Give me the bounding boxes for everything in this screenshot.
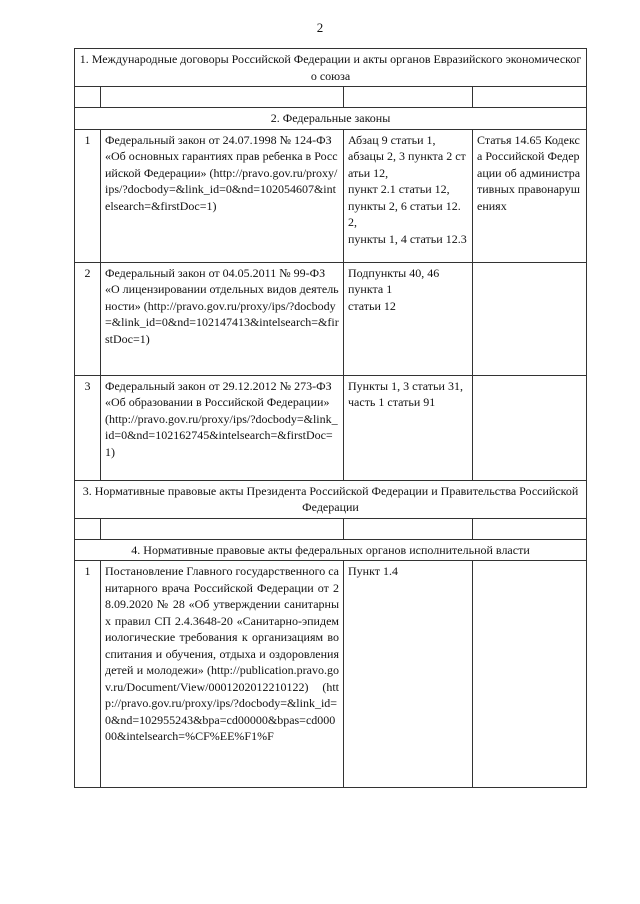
empty-cell <box>101 87 344 108</box>
empty-row <box>75 87 587 108</box>
table-row <box>75 375 587 480</box>
act-name: Федеральный закон от 04.05.2011 № 99-ФЗ «О лицензировании отдельных видов деятельности» (http://pravo.gov.ru/proxy/ips/?docbody=&link_id=0&nd=102147413&intelsearch=&firstDoc=1) <box>101 262 344 375</box>
requirements-table <box>74 48 587 788</box>
empty-cell <box>75 518 101 539</box>
provision-line: Подпункты 40, 46 <box>348 265 440 280</box>
empty-cell <box>75 87 101 108</box>
empty-cell <box>473 87 587 108</box>
row-number: 3 <box>75 375 101 480</box>
act-name-cell <box>101 561 344 788</box>
section-4-title: 4. Нормативные правовые акты федеральных органов исполнительной власти <box>75 539 587 561</box>
empty-cell <box>344 518 473 539</box>
table-row <box>75 561 587 788</box>
provisions-cell <box>344 129 473 262</box>
liability-cell <box>473 561 587 788</box>
provision-line: статьи 12 <box>348 298 396 313</box>
section-2-title: 2. Федеральные законы <box>75 108 587 130</box>
section-header-row <box>75 539 587 561</box>
provision-line: пункта 1 <box>348 282 393 296</box>
table-row <box>75 129 587 262</box>
provision-line: Абзац 9 статьи 1, <box>348 132 436 147</box>
table-row <box>75 262 587 375</box>
section-header-row <box>75 108 587 130</box>
act-name: Федеральный закон от 29.12.2012 № 273-ФЗ «Об образовании в Российской Федерации» (http://pravo.gov.ru/proxy/ips/?docbody=&link_id=0&nd=102162745&intelsearch=&firstDoc=1) <box>101 375 344 480</box>
provision-line: часть 1 статьи 91 <box>348 395 436 409</box>
section-header-row <box>75 49 587 87</box>
provision-line: Пункт 1.4 <box>348 564 399 578</box>
row-number: 1 <box>75 129 101 262</box>
section-1-title: 1. Международные договоры Российской Федерации и акты органов Евразийского экономического союза <box>75 49 587 87</box>
provision-line: пункты 2, 6 статьи 12.2, <box>348 198 461 229</box>
empty-cell <box>473 518 587 539</box>
page-number: 2 <box>316 20 324 35</box>
provision-line: абзацы 2, 3 пункта 2 статьи 12, <box>348 149 466 180</box>
row-number: 1 <box>75 561 101 788</box>
row-number: 2 <box>75 262 101 375</box>
act-name: Постановление Главного государственного санитарного врача Российской Федерации от 28.09.2020 № 28 «Об утверждении санитарных правил СП 2.4.3648-20 «Санитарно-эпидемиологические требования к организациям воспитания и обучения, отдыха и оздоровления детей и молодежи» (http://publication.pravo.gov.ru/Document/View/0001202012210122) (http://pravo.gov.ru/proxy/ips/?docbody=&link_id=0&nd=102955243&bpa=cd00000&bpas=cd00000&intelsearch=%CF%EE%F1%F <box>105 564 339 743</box>
provisions-cell <box>344 262 473 375</box>
liability-cell <box>473 375 587 480</box>
provision-line: Пункты 1, 3 статьи 31, <box>348 378 463 393</box>
section-3-title: 3. Нормативные правовые акты Президента Российской Федерации и Правительства Российской Федерации <box>75 480 587 518</box>
provisions-cell <box>344 561 473 788</box>
empty-cell <box>101 518 344 539</box>
provision-line: пункты 1, 4 статьи 12.3 <box>348 231 467 246</box>
liability-cell: Статья 14.65 Кодекса Российской Федерации об административных правонарушениях <box>473 129 587 262</box>
liability-cell <box>473 262 587 375</box>
section-header-row <box>75 480 587 518</box>
empty-row <box>75 518 587 539</box>
provisions-cell <box>344 375 473 480</box>
act-name: Федеральный закон от 24.07.1998 № 124-ФЗ «Об основных гарантиях прав ребенка в Российской Федерации» (http://pravo.gov.ru/proxy/ips/?docbody=&link_id=0&nd=102054607&intelsearch=&firstDoc=1) <box>101 129 344 262</box>
empty-cell <box>344 87 473 108</box>
provision-line: пункт 2.1 статьи 12, <box>348 182 450 196</box>
